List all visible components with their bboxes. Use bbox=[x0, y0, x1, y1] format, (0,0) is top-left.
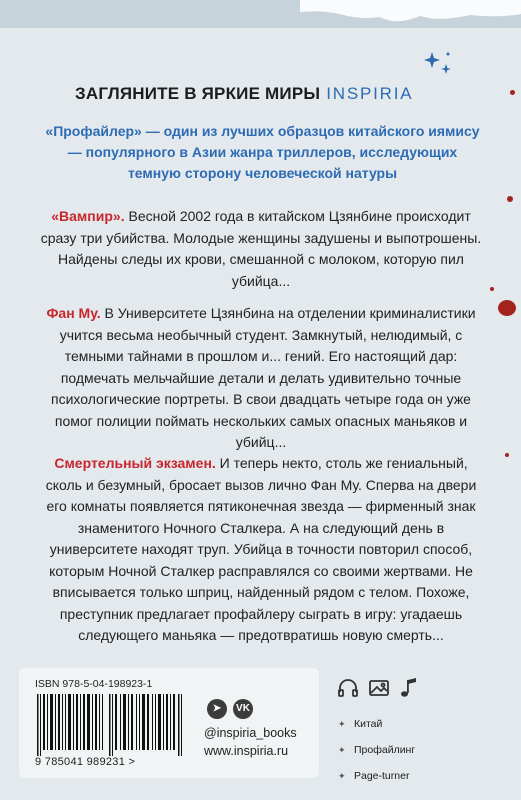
social-handle[interactable]: @inspiria_books bbox=[204, 726, 297, 740]
synopsis-block-deadly-exam bbox=[36, 453, 486, 647]
sparkle-bullet-icon: ✦ bbox=[338, 771, 346, 781]
synopsis-block-vampire bbox=[36, 206, 486, 292]
website-link[interactable]: www.inspiria.ru bbox=[204, 744, 289, 758]
barcode-number: 9 785041 989231 > bbox=[35, 756, 136, 768]
synopsis-block-fan-mu bbox=[36, 303, 486, 454]
block-lead: Смертельный экзамен. bbox=[54, 455, 216, 471]
series-heading bbox=[75, 84, 495, 104]
tag-profiling bbox=[338, 737, 415, 763]
blood-splatter bbox=[507, 196, 513, 202]
brand-name: INSPIRIA bbox=[326, 84, 414, 103]
social-icons bbox=[207, 698, 259, 718]
block-text: Весной 2002 года в китайском Цзянбине происходит сразу три убийства. Молодые женщины задушены и выпотрошены. Найдены следы их крови, смешанной с молоком, которую пил убийца... bbox=[40, 208, 482, 289]
blood-drip bbox=[300, 0, 521, 30]
block-text: В Университете Цзянбина на отделении криминалистики учится весьма необычный студент. Замкнутый, нелюдимый, с темными тайнами в прошлом и... гений. Его настоящий дар: подмечать мельчайшие детали и делать удивительно точные психологические портреты. В свои двадцать четыре года он уже помог полиции поймать нескольких самых опасных маньяков и убийц... bbox=[51, 305, 476, 450]
format-icons bbox=[336, 675, 426, 701]
barcode bbox=[35, 694, 190, 756]
tag-label: Page-turner bbox=[354, 770, 410, 782]
sparkle-bullet-icon: ✦ bbox=[338, 719, 346, 729]
block-lead: «Вампир». bbox=[51, 208, 125, 224]
tag-label: Китай bbox=[354, 718, 383, 730]
tag-label: Профайлинг bbox=[354, 744, 416, 756]
headphones-icon bbox=[339, 680, 357, 696]
image-icon bbox=[370, 681, 388, 695]
genre-tags bbox=[338, 711, 415, 789]
tag-china bbox=[338, 711, 415, 737]
sparkle-bullet-icon: ✦ bbox=[338, 745, 346, 755]
blood-splatter bbox=[510, 90, 515, 95]
blood-splatter bbox=[498, 300, 516, 316]
heading-main: ЗАГЛЯНИТЕ В ЯРКИЕ МИРЫ bbox=[75, 84, 321, 103]
tagline: «Профайлер» — один из лучших образцов китайского иямису — популярного в Азии жанра триллеров, исследующих темную сторону человеческой натуры bbox=[45, 123, 480, 181]
block-lead: Фан Му. bbox=[46, 305, 101, 321]
telegram-icon[interactable]: ➤ bbox=[207, 699, 227, 719]
barcode-area bbox=[35, 678, 190, 773]
blood-splatter bbox=[505, 453, 509, 457]
tag-page-turner bbox=[338, 763, 415, 789]
music-note-icon bbox=[401, 678, 416, 697]
vk-icon[interactable]: VK bbox=[233, 699, 253, 719]
isbn: ISBN 978-5-04-198923-1 bbox=[35, 678, 153, 690]
block-text: И теперь некто, столь же гениальный, сколь и безумный, бросает вызов лично Фан Му. Сперва на двери его комнаты появляется пятиконечная звезда — фирменный знак знаменитого Ночного Сталкера. А на следующий день в университете находят труп. Убийца в точности повторил способ, которым Ночной Сталкер расправлялся со своими жертвами. Не вписывается только шприц, найденный рядом с телом. Похоже, преступник предлагает профайлеру сыграть в игру: угадаешь следующего маньяка — предотвратишь новую смерть... bbox=[45, 455, 477, 643]
sparkle-icon bbox=[418, 44, 458, 84]
blood-splatter bbox=[490, 287, 494, 291]
